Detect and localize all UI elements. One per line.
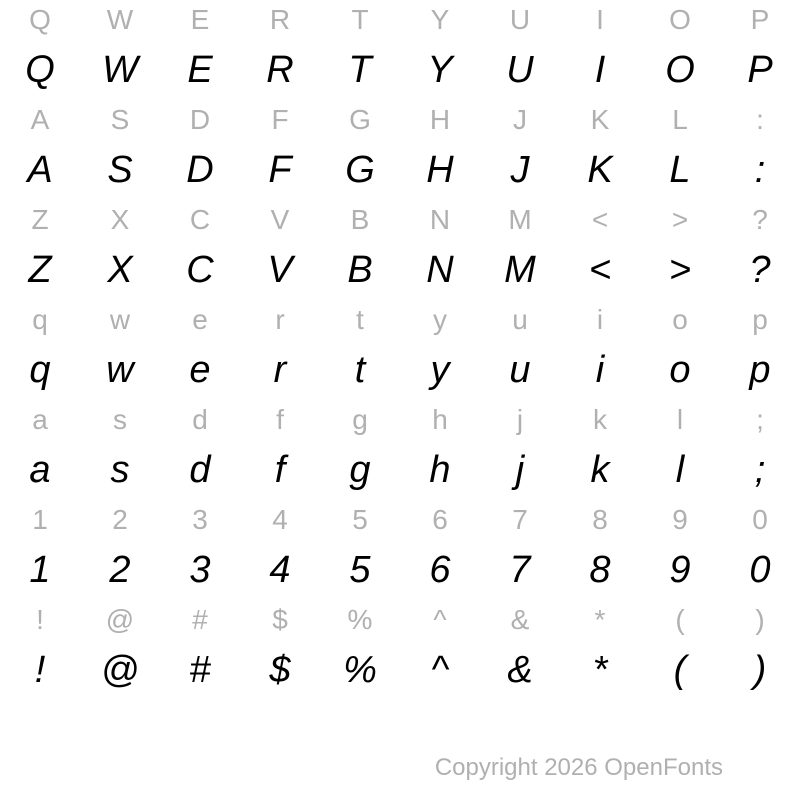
glyph-cell: l xyxy=(676,404,684,435)
glyph-cell: G xyxy=(345,149,375,191)
glyph-cell: ) xyxy=(755,604,765,635)
glyph-cell: p xyxy=(752,304,768,335)
glyph-cell: ? xyxy=(749,249,771,291)
glyph-cell: C xyxy=(189,204,211,235)
glyph-cell: Z xyxy=(31,204,49,235)
glyph-cell: ) xyxy=(753,649,767,691)
glyph-cell: p xyxy=(749,349,771,391)
glyph-cell: % xyxy=(347,604,373,635)
glyph-cell: a xyxy=(29,449,51,491)
glyph-pair-symbols xyxy=(0,600,800,700)
glyph-cell: 8 xyxy=(592,504,608,535)
glyph-cell: Y xyxy=(430,4,450,35)
reference-row xyxy=(0,500,800,540)
glyph-cell: E xyxy=(190,4,210,35)
glyph-cell: k xyxy=(593,404,607,435)
glyph-cell: y xyxy=(433,304,447,335)
glyph-cell: G xyxy=(349,104,371,135)
glyph-cell: J xyxy=(510,149,530,191)
glyph-cell: e xyxy=(189,349,211,391)
glyph-cell: 9 xyxy=(672,504,688,535)
glyph-cell: B xyxy=(350,204,370,235)
glyph-cell: q xyxy=(29,349,51,391)
glyph-cell: H xyxy=(429,104,451,135)
glyph-cell: O xyxy=(669,4,691,35)
glyph-cell: I xyxy=(594,49,606,91)
glyph-cell: K xyxy=(590,104,610,135)
glyph-cell: R xyxy=(269,4,291,35)
glyph-cell: V xyxy=(267,249,293,291)
glyph-cell: X xyxy=(110,204,130,235)
sample-row xyxy=(0,140,800,200)
glyph-cell: M xyxy=(508,204,532,235)
glyph-cell: N xyxy=(429,204,451,235)
glyph-cell: W xyxy=(102,49,138,91)
glyph-cell: J xyxy=(513,104,527,135)
glyph-cell: ( xyxy=(675,604,685,635)
glyph-cell: F xyxy=(268,149,292,191)
glyph-cell: h xyxy=(429,449,451,491)
reference-row xyxy=(0,400,800,440)
glyph-cell: P xyxy=(747,49,773,91)
glyph-cell: * xyxy=(592,649,608,691)
glyph-cell: M xyxy=(504,249,536,291)
sample-row xyxy=(0,640,800,700)
glyph-cell: X xyxy=(107,249,133,291)
glyph-cell: O xyxy=(665,49,695,91)
glyph-cell: 3 xyxy=(189,549,211,591)
glyph-cell: Z xyxy=(28,249,52,291)
glyph-cell: S xyxy=(110,104,130,135)
glyph-cell: I xyxy=(596,4,604,35)
glyph-cell: @ xyxy=(105,604,135,635)
glyph-cell: ^ xyxy=(433,604,447,635)
glyph-cell: 7 xyxy=(509,549,531,591)
glyph-cell: 6 xyxy=(429,549,451,591)
glyph-cell: 1 xyxy=(32,504,48,535)
glyph-cell: K xyxy=(587,149,613,191)
reference-row xyxy=(0,300,800,340)
glyph-pair-uppercase-bottom xyxy=(0,200,800,300)
glyph-cell: g xyxy=(349,449,371,491)
sample-row xyxy=(0,240,800,300)
glyph-cell: a xyxy=(32,404,48,435)
glyph-cell: u xyxy=(512,304,528,335)
glyph-cell: w xyxy=(109,304,131,335)
glyph-cell: Y xyxy=(427,49,453,91)
glyph-cell: 0 xyxy=(749,549,771,591)
glyph-cell: $ xyxy=(272,604,288,635)
glyph-cell: ^ xyxy=(431,649,449,691)
reference-row xyxy=(0,0,800,40)
glyph-cell: Q xyxy=(25,49,55,91)
glyph-cell: d xyxy=(189,449,211,491)
reference-row xyxy=(0,200,800,240)
glyph-cell: l xyxy=(675,449,685,491)
glyph-pair-uppercase-home xyxy=(0,100,800,200)
glyph-cell: E xyxy=(187,49,213,91)
glyph-cell: A xyxy=(27,149,53,191)
glyph-cell: q xyxy=(32,304,48,335)
glyph-cell: V xyxy=(270,204,290,235)
copyright-text: Copyright 2026 OpenFonts xyxy=(434,754,723,781)
glyph-cell: B xyxy=(347,249,373,291)
glyph-cell: j xyxy=(515,449,525,491)
glyph-cell: & xyxy=(510,604,530,635)
glyph-cell: i xyxy=(596,304,604,335)
glyph-cell: 5 xyxy=(352,504,368,535)
glyph-cell: C xyxy=(186,249,214,291)
glyph-pair-lowercase-top xyxy=(0,300,800,400)
glyph-pair-digits xyxy=(0,500,800,600)
glyph-cell: @ xyxy=(100,649,140,691)
glyph-cell: F xyxy=(271,104,289,135)
glyph-cell: ! xyxy=(36,604,44,635)
glyph-cell: f xyxy=(274,449,286,491)
glyph-cell: L xyxy=(669,149,691,191)
glyph-cell: $ xyxy=(269,649,291,691)
glyph-cell: T xyxy=(348,49,372,91)
glyph-cell: ? xyxy=(752,204,768,235)
glyph-cell: W xyxy=(106,4,134,35)
glyph-pair-lowercase-home xyxy=(0,400,800,500)
glyph-cell: 9 xyxy=(669,549,691,591)
glyph-cell: N xyxy=(426,249,454,291)
glyph-cell: D xyxy=(189,104,211,135)
glyph-cell: d xyxy=(192,404,208,435)
glyph-cell: Q xyxy=(29,4,51,35)
glyph-cell: t xyxy=(354,349,366,391)
glyph-cell: r xyxy=(275,304,285,335)
glyph-cell: A xyxy=(30,104,50,135)
glyph-cell: > xyxy=(671,204,689,235)
glyph-cell: 8 xyxy=(589,549,611,591)
glyph-cell: w xyxy=(106,349,134,391)
sample-row xyxy=(0,340,800,400)
glyph-cell: ; xyxy=(754,449,766,491)
glyph-pair-uppercase-top xyxy=(0,0,800,100)
glyph-cell: P xyxy=(750,4,770,35)
glyph-cell: * xyxy=(594,604,606,635)
glyph-cell: 2 xyxy=(109,549,131,591)
reference-row xyxy=(0,100,800,140)
glyph-cell: # xyxy=(192,604,208,635)
glyph-cell: ( xyxy=(673,649,687,691)
glyph-cell: s xyxy=(110,449,130,491)
glyph-cell: o xyxy=(672,304,688,335)
glyph-cell: > xyxy=(668,249,692,291)
glyph-cell: U xyxy=(509,4,531,35)
glyph-cell: 7 xyxy=(512,504,528,535)
glyph-cell: S xyxy=(107,149,133,191)
glyph-cell: 6 xyxy=(432,504,448,535)
glyph-cell: t xyxy=(356,304,364,335)
glyph-cell: T xyxy=(351,4,369,35)
glyph-cell: f xyxy=(276,404,284,435)
glyph-cell: % xyxy=(343,649,377,691)
glyph-cell: e xyxy=(192,304,208,335)
sample-row xyxy=(0,540,800,600)
glyph-cell: 5 xyxy=(349,549,371,591)
glyph-cell: 4 xyxy=(272,504,288,535)
sample-row xyxy=(0,40,800,100)
glyph-cell: & xyxy=(507,649,533,691)
glyph-cell: # xyxy=(189,649,211,691)
glyph-cell: 4 xyxy=(269,549,291,591)
glyph-cell: D xyxy=(186,149,214,191)
glyph-cell: 2 xyxy=(112,504,128,535)
glyph-cell: 3 xyxy=(192,504,208,535)
glyph-cell: u xyxy=(509,349,531,391)
glyph-cell: ; xyxy=(756,404,764,435)
glyph-cell: o xyxy=(669,349,691,391)
glyph-cell: h xyxy=(432,404,448,435)
glyph-cell: k xyxy=(590,449,610,491)
footer xyxy=(0,700,800,800)
glyph-cell: R xyxy=(266,49,294,91)
glyph-cell: H xyxy=(426,149,454,191)
glyph-cell: r xyxy=(273,349,287,391)
glyph-cell: s xyxy=(113,404,127,435)
glyph-cell: : xyxy=(756,104,764,135)
glyph-cell: : xyxy=(754,149,766,191)
glyph-cell: U xyxy=(506,49,534,91)
reference-row xyxy=(0,600,800,640)
glyph-cell: ! xyxy=(34,649,46,691)
glyph-cell: < xyxy=(588,249,612,291)
glyph-cell: i xyxy=(595,349,605,391)
glyph-cell: g xyxy=(352,404,368,435)
glyph-cell: 1 xyxy=(29,549,51,591)
glyph-cell: j xyxy=(516,404,524,435)
glyph-cell: y xyxy=(430,349,450,391)
sample-row xyxy=(0,440,800,500)
glyph-cell: < xyxy=(591,204,609,235)
glyph-cell: L xyxy=(672,104,688,135)
glyph-cell: 0 xyxy=(752,504,768,535)
